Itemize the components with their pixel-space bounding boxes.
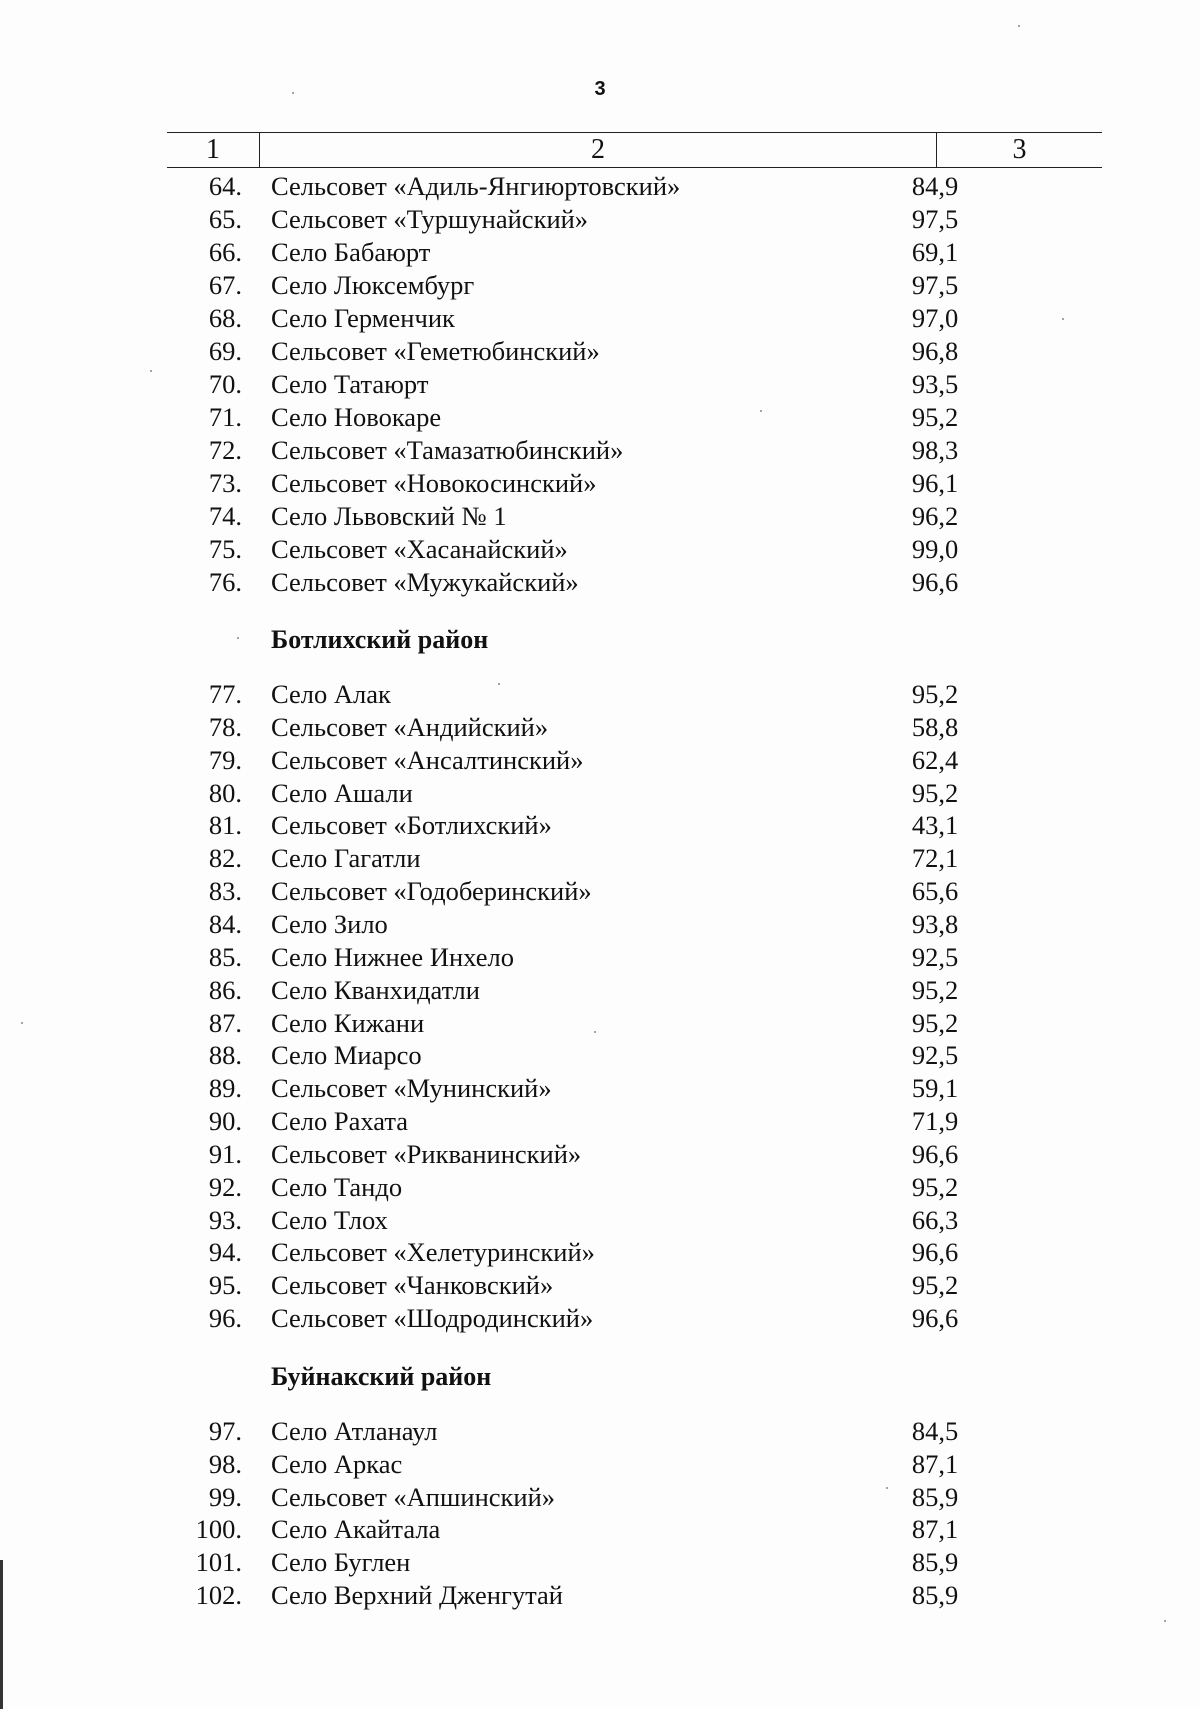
table-header	[167, 132, 1102, 168]
row-name: Село Буглен	[271, 1547, 411, 1578]
table-row	[0, 875, 1200, 908]
row-value: 87,1	[911, 1514, 959, 1545]
table-row	[0, 941, 1200, 974]
row-value: 95,2	[911, 1171, 959, 1202]
row-number: 86.	[208, 974, 242, 1005]
row-number: 81.	[208, 810, 242, 841]
row-value: 87,1	[911, 1448, 959, 1479]
row-value: 97,0	[911, 303, 959, 333]
column-header-1: 1	[206, 134, 220, 165]
row-number: 67.	[208, 270, 242, 300]
row-number: 96.	[208, 1303, 242, 1334]
row-name: Сельсовет «Шодродинский»	[271, 1303, 594, 1334]
row-name: Сельсовет «Ансалтинский»	[271, 744, 584, 775]
row-number: 85.	[208, 941, 242, 972]
table-row	[0, 269, 1200, 302]
table-row	[0, 842, 1200, 875]
row-value: 96,1	[911, 468, 959, 498]
row-value: 69,1	[911, 237, 959, 267]
table-row	[0, 1415, 1200, 1448]
table-row	[0, 974, 1200, 1007]
row-name: Село Кижани	[271, 1007, 425, 1038]
table-row	[0, 566, 1200, 599]
section-title-buynaksk: Буйнакский район	[271, 1362, 492, 1391]
table-row	[0, 236, 1200, 269]
row-name: Село Герменчик	[271, 303, 455, 333]
row-name: Село Аркас	[271, 1448, 403, 1479]
row-number: 76.	[208, 567, 242, 597]
row-value: 58,8	[911, 711, 959, 742]
scan-speck	[237, 637, 239, 639]
row-number: 92.	[208, 1171, 242, 1202]
row-value: 98,3	[911, 435, 959, 465]
row-value: 96,6	[911, 1237, 959, 1268]
row-value: 84,9	[911, 171, 959, 201]
row-number: 72.	[208, 435, 242, 465]
row-number: 94.	[208, 1237, 242, 1268]
row-value: 92,5	[911, 1040, 959, 1071]
row-number: 101.	[195, 1547, 242, 1578]
row-value: 85,9	[911, 1547, 959, 1578]
row-value: 95,2	[911, 1270, 959, 1301]
row-name: Сельсовет «Хасанайский»	[271, 534, 568, 564]
row-number: 70.	[208, 369, 242, 399]
table-row	[0, 1269, 1200, 1302]
row-value: 95,2	[911, 402, 959, 432]
row-number: 99.	[208, 1481, 242, 1512]
table-row	[0, 401, 1200, 434]
row-number: 102.	[195, 1580, 242, 1610]
row-value: 97,5	[911, 204, 959, 234]
row-number: 74.	[208, 501, 242, 531]
row-number: 80.	[208, 777, 242, 808]
row-number: 65.	[208, 204, 242, 234]
row-number: 100.	[195, 1514, 242, 1545]
table-row	[0, 1171, 1200, 1204]
row-number: 79.	[208, 744, 242, 775]
scan-speck	[21, 1022, 23, 1024]
row-name: Село Рахата	[271, 1106, 409, 1137]
row-number: 71.	[208, 402, 242, 432]
scan-speck	[1018, 25, 1020, 27]
row-number: 98.	[208, 1448, 242, 1479]
row-number: 97.	[208, 1416, 242, 1446]
table-row	[0, 500, 1200, 533]
row-name: Сельсовет «Туршунайский»	[271, 204, 589, 234]
scan-speck	[292, 92, 294, 94]
table-row	[0, 434, 1200, 467]
row-name: Сельсовет «Апшинский»	[271, 1481, 555, 1512]
row-name: Сельсовет «Ботлихский»	[271, 810, 552, 841]
row-name: Сельсовет «Рикванинский»	[271, 1138, 582, 1169]
row-value: 85,9	[911, 1481, 959, 1512]
row-value: 97,5	[911, 270, 959, 300]
table-row	[0, 1513, 1200, 1546]
scan-speck	[594, 1031, 596, 1033]
row-name: Сельсовет «Хелетуринский»	[271, 1237, 595, 1268]
row-value: 72,1	[911, 843, 959, 874]
row-number: 73.	[208, 468, 242, 498]
row-name: Село Бабаюрт	[271, 237, 431, 267]
row-number: 95.	[208, 1270, 242, 1301]
row-number: 89.	[208, 1073, 242, 1104]
row-name: Село Миарсо	[271, 1040, 422, 1071]
row-value: 96,8	[911, 336, 959, 366]
table-row	[0, 203, 1200, 236]
scan-speck	[498, 683, 500, 685]
row-value: 92,5	[911, 941, 959, 972]
row-number: 84.	[208, 908, 242, 939]
table-row	[0, 1448, 1200, 1481]
row-number: 82.	[208, 843, 242, 874]
table-row	[0, 1105, 1200, 1138]
scan-speck	[1062, 318, 1064, 320]
row-name: Село Верхний Дженгутай	[271, 1580, 563, 1610]
column-header-3: 3	[1012, 134, 1027, 165]
row-value: 71,9	[911, 1106, 959, 1137]
table-row	[0, 711, 1200, 744]
table-row	[0, 1039, 1200, 1072]
row-value: 96,6	[911, 1303, 959, 1334]
row-name: Село Тлох	[271, 1204, 388, 1235]
row-value: 93,5	[911, 369, 959, 399]
table-row	[0, 302, 1200, 335]
row-value: 59,1	[911, 1073, 959, 1104]
row-number: 69.	[208, 336, 242, 366]
row-name: Село Новокаре	[271, 402, 442, 432]
row-name: Сельсовет «Мунинский»	[271, 1073, 552, 1104]
row-name: Сельсовет «Тамазатюбинский»	[271, 435, 624, 465]
row-value: 96,6	[911, 567, 959, 597]
row-name: Село Алак	[271, 679, 391, 709]
row-name: Село Гагатли	[271, 843, 421, 874]
table-row	[0, 1546, 1200, 1579]
row-value: 84,5	[911, 1416, 959, 1446]
row-name: Сельсовет «Новокосинский»	[271, 468, 597, 498]
row-value: 85,9	[911, 1580, 959, 1610]
scan-edge-shadow	[0, 1560, 3, 1709]
section-title-botlikh: Ботлихский район	[271, 625, 489, 654]
row-value: 95,2	[911, 777, 959, 808]
table-row	[0, 1138, 1200, 1171]
row-name: Село Атланаул	[271, 1416, 438, 1446]
row-number: 66.	[208, 237, 242, 267]
scan-speck	[760, 410, 762, 412]
table-row	[0, 467, 1200, 500]
row-name: Сельсовет «Андийский»	[271, 711, 549, 742]
row-name: Село Кванхидатли	[271, 974, 480, 1005]
column-header-2: 2	[259, 133, 937, 167]
row-value: 65,6	[911, 876, 959, 907]
row-number: 75.	[208, 534, 242, 564]
row-name: Село Ашали	[271, 777, 413, 808]
row-value: 62,4	[911, 744, 959, 775]
row-number: 83.	[208, 876, 242, 907]
table-row	[0, 908, 1200, 941]
row-name: Сельсовет «Чанковский»	[271, 1270, 554, 1301]
row-number: 93.	[208, 1204, 242, 1235]
scan-speck	[150, 370, 152, 372]
row-number: 64.	[208, 171, 242, 201]
row-name: Сельсовет «Геметюбинский»	[271, 336, 600, 366]
table-row	[0, 1204, 1200, 1237]
row-name: Село Зило	[271, 908, 388, 939]
row-number: 78.	[208, 711, 242, 742]
table-row	[0, 1481, 1200, 1514]
row-value: 95,2	[911, 679, 959, 709]
row-name: Село Львовский № 1	[271, 501, 507, 531]
table-row	[0, 1236, 1200, 1269]
row-name: Сельсовет «Годоберинский»	[271, 876, 592, 907]
row-name: Сельсовет «Мужукайский»	[271, 567, 579, 597]
row-name: Село Тандо	[271, 1171, 403, 1202]
row-number: 68.	[208, 303, 242, 333]
scan-speck	[886, 1487, 888, 1489]
row-number: 77.	[208, 679, 242, 709]
row-name: Село Акайтала	[271, 1514, 441, 1545]
row-value: 43,1	[911, 810, 959, 841]
row-number: 91.	[208, 1138, 242, 1169]
table-row	[0, 744, 1200, 777]
table-row	[0, 1579, 1200, 1612]
table-row	[0, 809, 1200, 842]
table-row	[0, 1072, 1200, 1105]
row-value: 66,3	[911, 1204, 959, 1235]
row-name: Сельсовет «Адиль-Янгиюртовский»	[271, 171, 681, 201]
table-row	[0, 1007, 1200, 1040]
row-name: Село Люксембург	[271, 270, 475, 300]
row-value: 96,2	[911, 501, 959, 531]
row-value: 95,2	[911, 974, 959, 1005]
row-number: 90.	[208, 1106, 242, 1137]
table-row	[0, 1302, 1200, 1335]
table-row	[0, 368, 1200, 401]
row-value: 95,2	[911, 1007, 959, 1038]
row-name: Село Татаюрт	[271, 369, 429, 399]
row-number: 88.	[208, 1040, 242, 1071]
table-row	[0, 335, 1200, 368]
row-value: 99,0	[911, 534, 959, 564]
row-value: 96,6	[911, 1138, 959, 1169]
row-value: 93,8	[911, 908, 959, 939]
table-row	[0, 678, 1200, 711]
row-number: 87.	[208, 1007, 242, 1038]
table-row	[0, 170, 1200, 203]
scan-speck	[1164, 1620, 1166, 1622]
table-row	[0, 533, 1200, 566]
page-number: 3	[594, 78, 606, 100]
row-name: Село Нижнее Инхело	[271, 941, 514, 972]
table-row	[0, 777, 1200, 810]
